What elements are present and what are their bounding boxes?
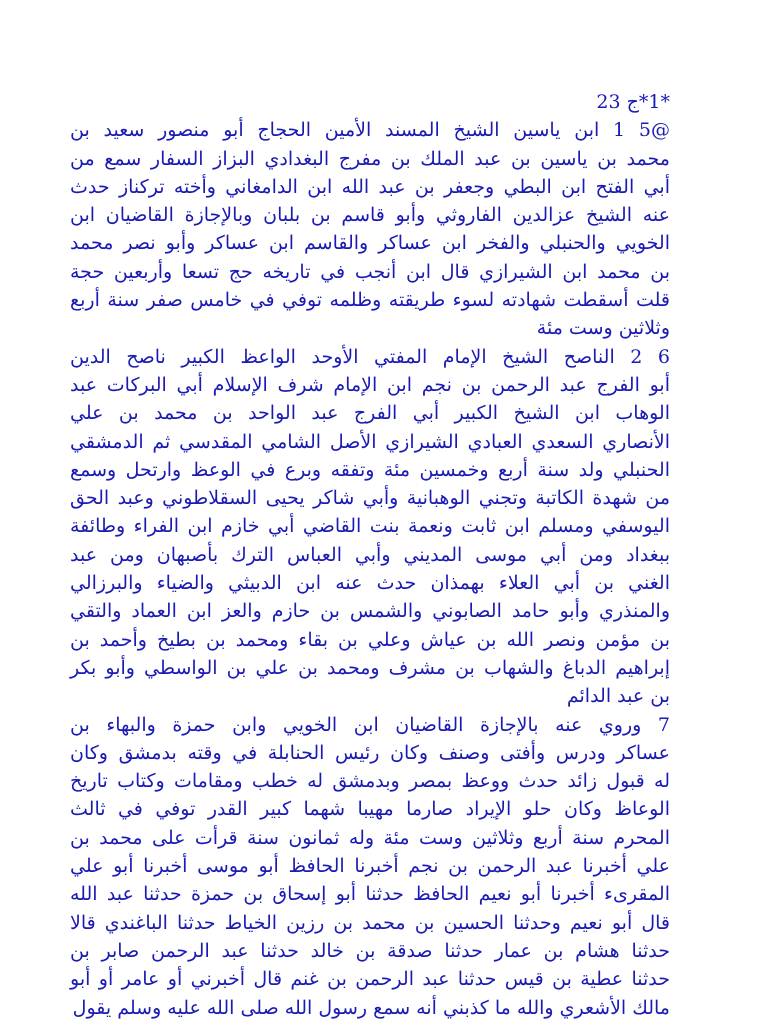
text-line: الأنصاري السعدي العبادي الشيرازي الأصل الشامي المقدسي ثم الدمشقي (70, 430, 670, 453)
arabic-text-body (70, 88, 670, 1022)
text-line: بن عبد الدائم (566, 685, 670, 708)
text-line: من شهدة الكاتبة وتجني الوهبانية وأبي شاكر يحيى السقلاطوني وعبد الحق (70, 487, 670, 510)
text-line: اليوسفي ومسلم ابن ثابت ونعمة بنت القاضي أبي خازم ابن الفراء وطائفة (70, 515, 670, 538)
text-line: عساكر ودرس وأفتى وصنف وكان رئيس الحنابلة في وقته بدمشق وكان (70, 741, 670, 764)
text-line: قال أبو نعيم وحدثنا الحسين بن محمد بن رزين الخياط حدثنا الباغندي قالا (70, 911, 670, 934)
text-line: وثلاثين وست مئة (536, 317, 670, 340)
text-line: الغني بن أبي العلاء بهمذان حدث عنه ابن الدبيثي والضياء والبرزالي (70, 572, 670, 595)
text-line: ببغداد ومن أبي موسى المديني وأبي العباس الترك بأصبهان ومن عبد (70, 543, 670, 566)
text-line: عنه الشيخ عزالدين الفاروثي وأبو قاسم بن بلبان وبالإجازة القاضيان ابن (70, 204, 670, 227)
text-line: الوعاظ وكان حلو الإيراد صارما مهيبا شهما كبير القدر توفي في ثالث (70, 798, 670, 821)
text-line: إبراهيم الدباغ والشهاب بن مشرف ومحمد بن علي بن الواسطي وأبو بكر (70, 656, 670, 679)
page-header (70, 88, 670, 116)
text-line: 7 وروي عنه بالإجازة القاضيان ابن الخويي وابن حمزة والبهاء بن (70, 713, 670, 736)
text-line: 6 2 الناصح الشيخ الإمام المفتي الأوحد الواعظ الكبير ناصح الدين (70, 345, 670, 368)
text-line: حدثنا عطية بن قيس حدثنا عبد الرحمن بن غنم قال أخبرني أو عامر أو أبو (70, 968, 670, 991)
text-line: المقرىء أخبرنا أبو نعيم الحافظ حدثنا أبو إسحاق بن حمزة حدثنا عبد الله (70, 883, 670, 906)
text-line: بن مؤمن ونصر الله بن عياش وعلي بن بقاء ومحمد بن بطيخ وأحمد بن (70, 628, 670, 651)
text-line: بن محمد ابن الشيرازي قال ابن أنجب في تاريخه حج تسعا وأربعين حجة (70, 260, 670, 283)
text-line: له قبول زائد حدث ووعظ بمصر وبدمشق له خطب ومقامات وكتاب تاريخ (70, 770, 670, 793)
text-line: قلت أسقطت شهادته لسوء طريقته وظلمه توفي في خامس صفر سنة أربع (70, 289, 670, 312)
text-line: @5 1 ابن ياسين الشيخ المسند الأمين الحجاج أبو منصور سعيد بن (70, 119, 670, 142)
text-line: حدثنا هشام بن عمار حدثنا صدقة بن خالد حدثنا عبد الرحمن صابر بن (70, 939, 670, 962)
text-line: محمد بن ياسين بن عبد الملك بن مفرج البغدادي البزاز السفار سمع من (70, 147, 670, 170)
header-text: *1*ج 23 (596, 91, 670, 113)
text-line: أبو الفرج عبد الرحمن بن نجم ابن الإمام شرف الإسلام أبي البركات عبد (70, 373, 670, 396)
text-line: الوهاب ابن الشيخ الكبير أبي الفرج عبد الواحد بن محمد بن علي (70, 402, 670, 425)
text-line: المحرم سنة أربع وثلاثين وست مئة وله ثمانون سنة قرأت على محمد بن (70, 826, 670, 849)
text-line: الخويي والحنبلي والفخر ابن عساكر والقاسم ابن عساكر وأبو نصر محمد (70, 232, 670, 255)
text-line: مالك الأشعري والله ما كذبني أنه سمع رسول الله صلى الله عليه وسلم يقول (72, 996, 670, 1019)
text-line: الحنبلي ولد سنة أربع وخمسين مئة وتفقه وبرع في الوعظ وارتحل وسمع (70, 458, 670, 481)
text-line: أبي الفتح ابن البطي وجعفر بن عبد الله ابن الدامغاني وأخته تركناز حدث (70, 175, 670, 198)
text-line: والمنذري وأبو حامد الصابوني والشمس بن حازم والعز ابن العماد والتقي (70, 600, 670, 623)
text-line: علي أخبرنا عبد الرحمن بن نجم أخبرنا الحافظ أبو موسى أخبرنا أبو علي (70, 855, 670, 878)
